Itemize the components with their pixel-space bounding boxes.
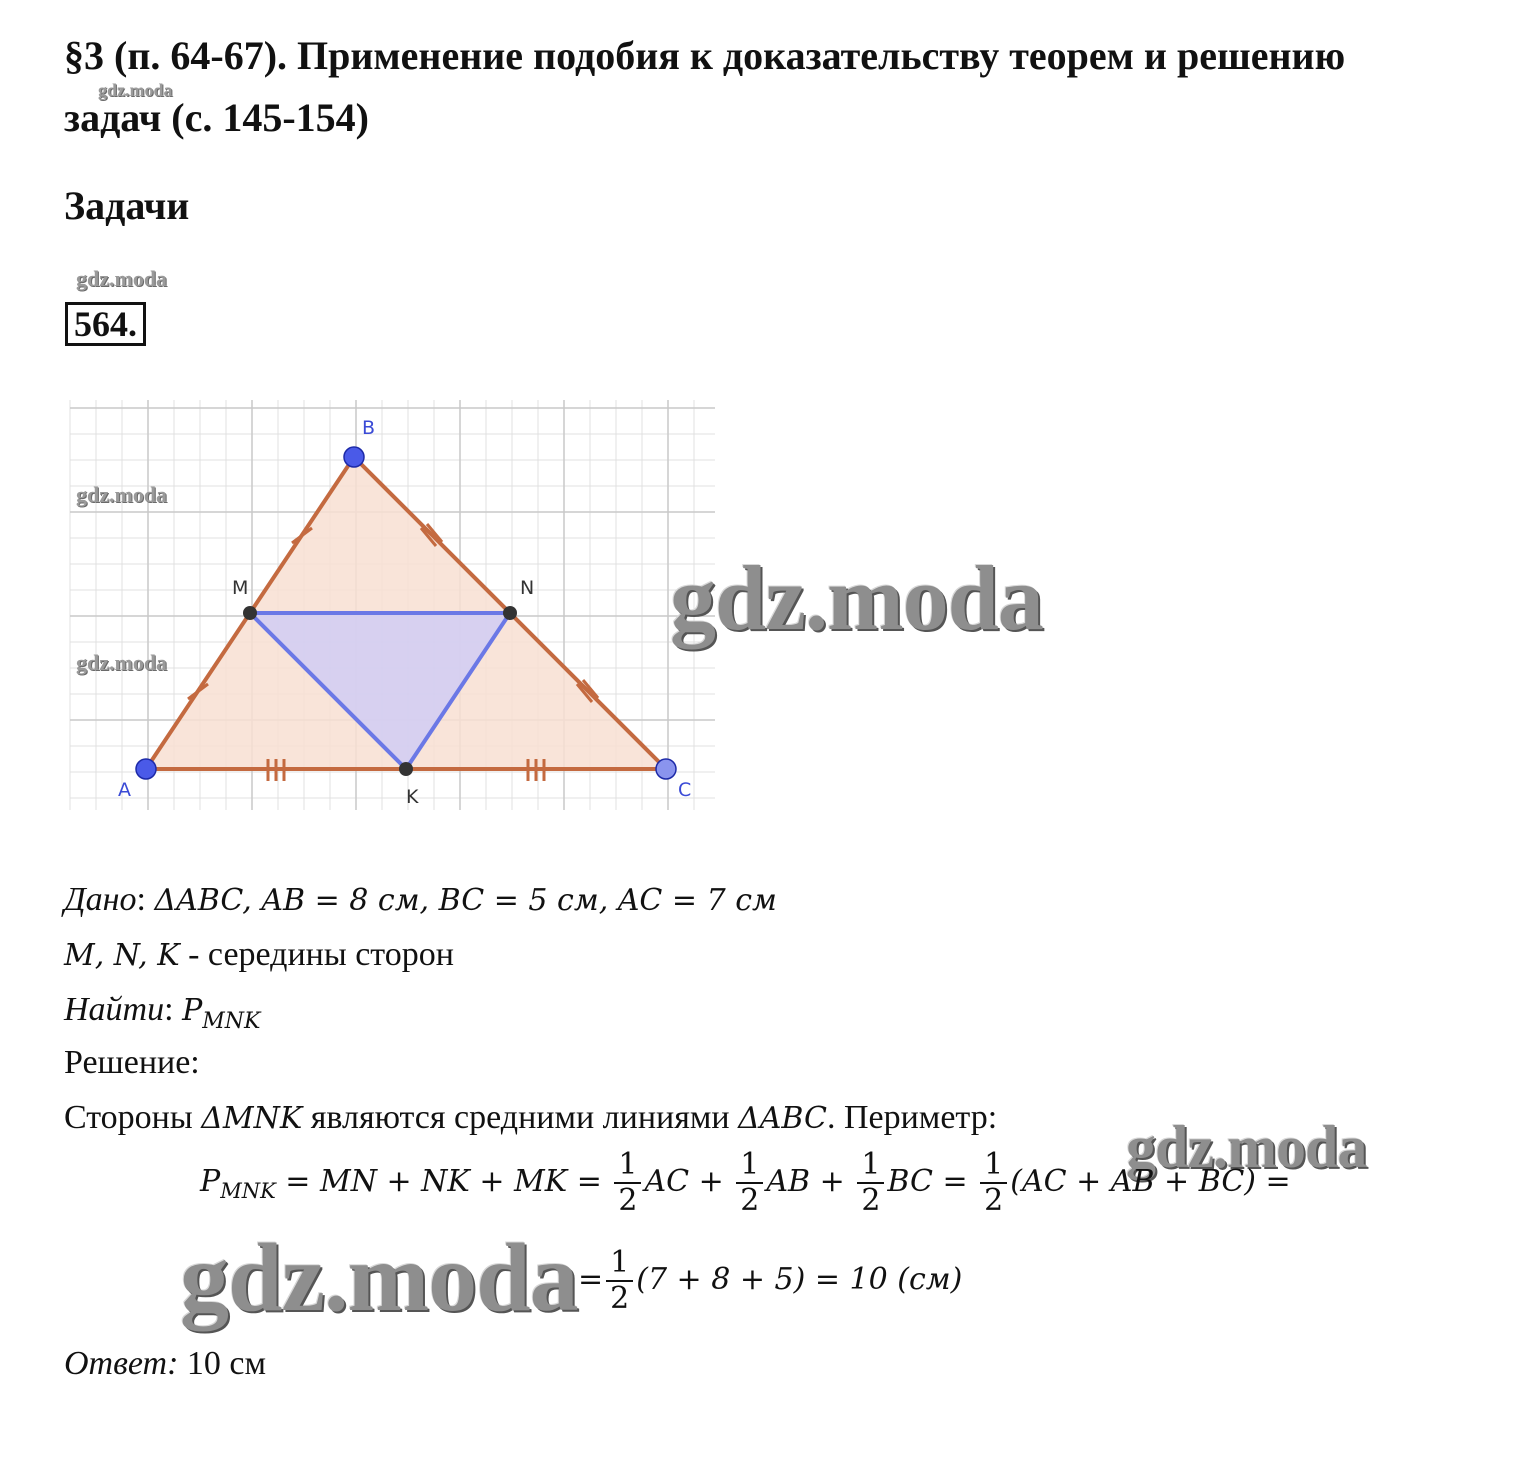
watermark-small: gdz.moda	[76, 266, 168, 291]
watermark-small: gdz.moda	[98, 80, 173, 100]
watermark-large: gdz.moda	[180, 1224, 578, 1332]
given-label: Дано	[64, 881, 137, 918]
vertex-c-point	[656, 759, 676, 779]
label-b: B	[362, 417, 376, 439]
triangle-mnk-ref: ΔMNK	[201, 1101, 303, 1136]
answer-label: Ответ:	[64, 1345, 179, 1382]
midpoint-k-point	[399, 762, 413, 776]
label-m: M	[232, 577, 249, 599]
label-n: N	[520, 577, 535, 599]
watermark-large: gdz.moda	[1126, 1114, 1367, 1180]
solution-text: Стороны ΔMNK являются средними линиями ΔABC. Периметр:	[64, 1099, 998, 1136]
section-title: Задачи	[64, 183, 190, 228]
midpoints-line	[64, 935, 454, 976]
watermark-small: gdz.moda	[76, 650, 168, 675]
find-perimeter: P	[182, 993, 203, 1028]
find-line: Найти: $P_{MNK}$	[64, 991, 261, 1034]
midpoints-text: - середины сторон	[179, 936, 454, 973]
answer-value: 10 см	[178, 1345, 266, 1382]
label-k: K	[406, 786, 419, 808]
perimeter-result: = $\frac{1}{2}$ (7 + 8 + 5) = 10 (см)	[578, 1245, 963, 1316]
label-a: A	[118, 779, 131, 801]
chapter-title-line2: задач (с. 145-154)	[64, 95, 369, 140]
triangle-figure	[60, 400, 720, 820]
problem-number: 564.	[65, 302, 146, 346]
find-label: Найти	[64, 991, 165, 1028]
solution-label: Решение:	[64, 1044, 200, 1081]
given-line: Дано: ΔABC, AB = 8 см, BC = 5 см, AC = 7 см	[64, 881, 777, 918]
label-c: C	[678, 779, 692, 801]
chapter-title-line1: §3 (п. 64-67). Применение подобия к доказательству теорем и решению	[64, 33, 1346, 78]
vertex-b-point	[344, 447, 364, 467]
watermark-small: gdz.moda	[76, 482, 168, 507]
midpoint-n-point	[503, 606, 517, 620]
triangle-abc-ref: ΔABC	[738, 1101, 827, 1136]
given-expression: ΔABC, AB = 8 см, BC = 5 см, AC = 7 см	[154, 883, 777, 918]
watermark-large: gdz.moda	[670, 547, 1043, 649]
vertex-a-point	[136, 759, 156, 779]
midpoint-m-point	[243, 606, 257, 620]
perimeter-formula: $P_{MNK}$ = MN + NK + MK = $\frac{1}{2}$ AC + $\frac{1}{2}$ AB + $\frac{1}{2}$ BC = $\frac{1}{2}$ (AC + AB + BC) =	[200, 1147, 1291, 1218]
midpoints-vars: M, N, K	[64, 938, 180, 973]
answer-line	[64, 1344, 266, 1384]
